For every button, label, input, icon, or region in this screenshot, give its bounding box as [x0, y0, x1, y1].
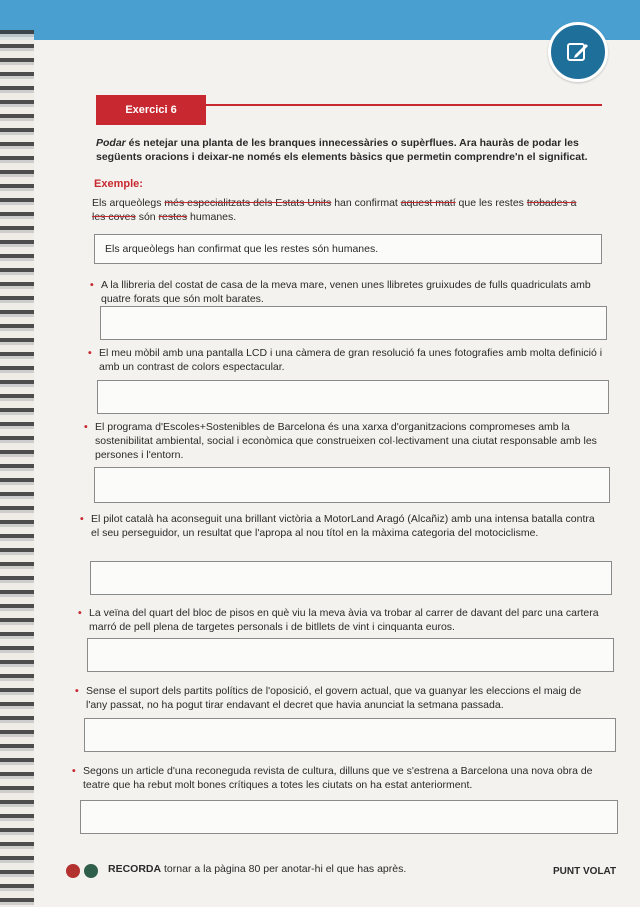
item-text: A la llibreria del costat de casa de la meva mare, venen unes llibretes gruixudes de fulls quadriculats amb quatre forats que són molt barates. — [101, 279, 591, 305]
answer-field-7[interactable] — [80, 800, 618, 834]
bullet-icon: • — [88, 347, 92, 359]
exercise-item-7 — [72, 764, 593, 792]
exercise-item-1 — [90, 278, 611, 306]
answer-field-6[interactable] — [84, 718, 616, 752]
answer-field-3[interactable] — [94, 467, 610, 503]
example-label: Exemple: — [94, 178, 143, 190]
example-text-part: són — [135, 211, 159, 223]
intro-text: és netejar una planta de les branques innecessàries o supèrflues. Ara hauràs de podar les següents oracions i deixar-ne només els elements bàsics que permetin comprendre'n el significat. — [96, 137, 588, 163]
item-text: El pilot català ha aconseguit una brillant victòria a MotorLand Aragó (Alcañiz) amb una intensa batalla contra el seu perseguidor, un resultat que l'apropa al nou títol en la màxima categoria del motociclisme. — [91, 513, 595, 539]
answer-field-2[interactable] — [97, 380, 609, 414]
struck-text: més especialitzats dels Estats Units — [164, 197, 332, 209]
pencil-edit-icon — [548, 22, 608, 82]
footer-red-dot-icon — [66, 864, 80, 878]
bullet-icon: • — [84, 421, 88, 433]
footer-green-dot-icon — [84, 864, 98, 878]
exercise-tag: Exercici 6 — [96, 95, 206, 125]
answer-field-1[interactable] — [100, 306, 607, 340]
item-text: Sense el suport dels partits polítics de l'oposició, el govern actual, que va guanyar les eleccions el maig de l'any passat, no ha pogut tirar endavant el decret que havia anunciat la setmana passada. — [86, 685, 582, 711]
struck-text: aquest matí — [400, 197, 456, 209]
exercise-item-3 — [84, 420, 605, 462]
answer-field-5[interactable] — [87, 638, 614, 672]
publisher-logo: PUNT VOLAT — [553, 866, 617, 877]
exercise-item-5 — [78, 606, 599, 634]
item-text: El meu mòbil amb una pantalla LCD i una càmera de gran resolució fa unes fotografies amb molta definició i amb un contrast de colors espectacular. — [99, 347, 603, 373]
exercise-item-2 — [88, 346, 609, 374]
footer-reminder-text: tornar a la pàgina 80 per anotar-hi el que has après. — [161, 863, 407, 875]
spiral-binding — [0, 30, 34, 907]
example-answer-box — [94, 234, 602, 264]
struck-text: restes — [158, 211, 188, 223]
exercise-instructions — [96, 136, 596, 164]
exercise-divider — [206, 104, 602, 106]
bullet-icon: • — [75, 685, 79, 697]
recorda-label: RECORDA — [108, 863, 162, 875]
exercise-item-6 — [75, 684, 596, 712]
answer-field-4[interactable] — [90, 561, 612, 595]
struck-text: trobades a les coves — [92, 197, 577, 223]
bullet-icon: • — [72, 765, 76, 777]
bullet-icon: • — [78, 607, 82, 619]
example-text-part: que les restes — [455, 197, 527, 209]
example-text-part: humanes. — [187, 211, 237, 223]
bullet-icon: • — [80, 513, 84, 525]
item-text: El programa d'Escoles+Sostenibles de Barcelona és una xarxa d'organitzacions compromeses amb la sostenibilitat ambiental, social i econòmica que construeixen col·lectivament una ciutat responsable amb les persones i l'entorn. — [95, 421, 597, 461]
intro-lead-word: Podar — [96, 137, 126, 149]
footer-reminder — [108, 863, 406, 875]
example-text-part: Els arqueòlegs — [92, 197, 165, 209]
example-sentence — [92, 196, 592, 224]
example-answer-text: Els arqueòlegs han confirmat que les restes són humanes. — [105, 243, 379, 255]
item-text: La veïna del quart del bloc de pisos en què viu la meva àvia va trobar al carrer de davant del parc una cartera marró de pell plena de targetes personals i de bitllets de vint i cinquanta euros. — [89, 607, 599, 633]
exercise-item-4 — [80, 512, 601, 540]
top-color-band — [0, 0, 640, 40]
item-text: Segons un article d'una reconeguda revista de cultura, dilluns que ve s'estrena a Barcelona una nova obra de teatre que ha rebut molt bones crítiques a totes les ciutats on ha estat anteriorment. — [83, 765, 593, 791]
bullet-icon: • — [90, 279, 94, 291]
example-text-part: han confirmat — [331, 197, 401, 209]
